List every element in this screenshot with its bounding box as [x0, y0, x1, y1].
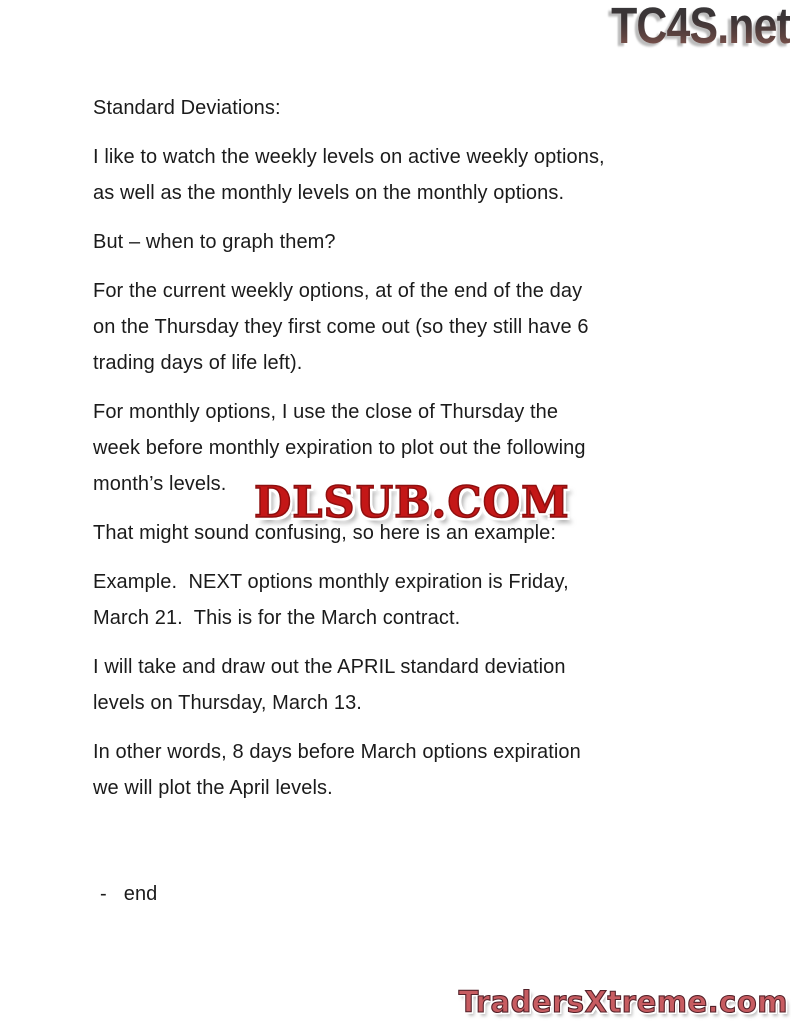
paragraph: [93, 649, 753, 721]
paragraph: [93, 273, 753, 381]
paragraph: [93, 139, 753, 211]
paragraph: [93, 734, 753, 806]
text-line: In other words, 8 days before March options expiration: [93, 741, 581, 763]
site-logo-tc4s: TC4S.net: [611, 0, 790, 55]
text-line: we will plot the April levels.: [93, 777, 333, 799]
text-line: I like to watch the weekly levels on active weekly options,: [93, 146, 605, 168]
text-line: For the current weekly options, at of the end of the day: [93, 280, 583, 302]
text-line: That might sound confusing, so here is an example:: [93, 522, 557, 544]
text-line: as well as the monthly levels on the monthly options.: [93, 182, 565, 204]
text-line: - end: [100, 883, 158, 905]
paragraph: [93, 224, 753, 260]
paragraph-heading: [93, 90, 753, 126]
text-line: month’s levels.: [93, 473, 227, 495]
text-line: trading days of life left).: [93, 352, 303, 374]
paragraph-example: [93, 564, 753, 636]
text-line: week before monthly expiration to plot out the following: [93, 437, 586, 459]
text-line: I will take and draw out the APRIL standard deviation: [93, 656, 566, 678]
text-line: Example. NEXT options monthly expiration is Friday,: [93, 571, 569, 593]
text-line: But – when to graph them?: [93, 231, 336, 253]
text-line: levels on Thursday, March 13.: [93, 692, 362, 714]
text-line: Standard Deviations:: [93, 97, 281, 119]
watermark-dlsub: DLSUB.COM: [254, 478, 570, 528]
text-line: March 21. This is for the March contract.: [93, 607, 461, 629]
text-line: For monthly options, I use the close of Thursday the: [93, 401, 559, 423]
text-line: on the Thursday they first come out (so they still have 6: [93, 316, 589, 338]
watermark-tradersxtreme: TradersXtreme.com: [458, 985, 788, 1019]
end-marker: [93, 876, 753, 912]
